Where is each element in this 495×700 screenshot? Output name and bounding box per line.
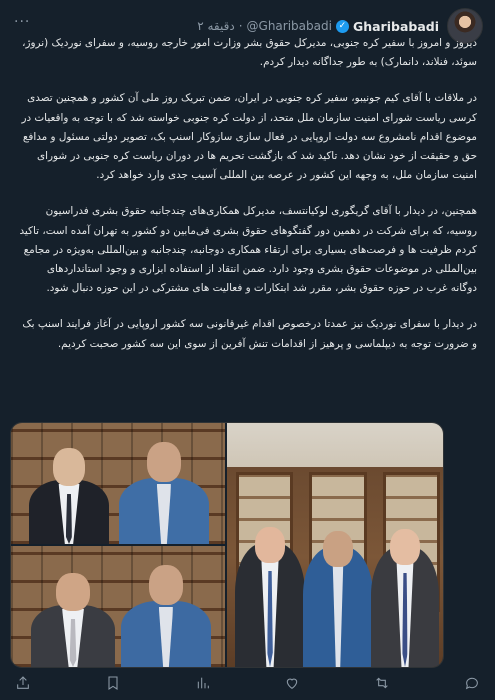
more-options-icon[interactable]: ···: [14, 14, 31, 30]
person: [121, 561, 211, 667]
separator-dot: ·: [238, 19, 243, 33]
display-name[interactable]: Gharibabadi: [352, 18, 439, 34]
timestamp[interactable]: ۲ دقیقه: [197, 19, 235, 33]
person: [29, 444, 109, 544]
handle[interactable]: @Gharibabadi: [246, 19, 332, 33]
person: [371, 495, 439, 667]
tweet-actions: [12, 672, 483, 694]
bookmark-icon[interactable]: [102, 672, 124, 694]
person: [31, 567, 115, 667]
tweet-meta: [197, 19, 439, 34]
tweet-paragraph: در دیدار با سفرای نوردیک نیز عمدتا درخصوص اقدام غیرقانونی سه کشور اروپایی در آغاز فرایند اسنپ بک و ضرورت توجه به دیپلماسی و پرهیز از اقدامات تنش آفرین از سوی این سه کشور صحبت کردیم.: [22, 318, 477, 350]
tweet-paragraph: دیروز و امروز با سفیر کره جنوبی، مدیرکل حقوق بشر وزارت امور خارجه روسیه، و سفرای نوردیک (نروژ، سوئد، فنلاند، دانمارک) به طور جداگانه دیدار کردم.: [22, 37, 477, 69]
person: [303, 491, 373, 667]
views-icon[interactable]: [192, 672, 214, 694]
tweet-paragraph: همچنین، در دیدار با آقای گریگوری لوکیانتسف، مدیرکل همکاری‌های چندجانبه حقوق بشری فدراسیون روسیه، که برای شرکت در دهمین دور گفتگوهای حقوق بشری فی‌مابین دو کشور به تهران آمده است، تاکید کردم ظرفیت ها و فرصت‌های بسیاری برای ارتقاء همکاری دوجانبه، چندجانبه و بین‌المللی به‌ویژه در مجامع بین‌المللی در موضوعات حقوق بشری وجود دارد. ضمن انتقاد از استفاده ابزاری و وجود استانداردهای دوگانه غرب در حوزه حقوق بشر، مقرر شد ابتکارات و فعالیت های مشترکی در این حوزه دنبال شود.: [19, 205, 477, 295]
photo-meeting-2[interactable]: [11, 546, 225, 667]
photo-meeting-1[interactable]: [11, 423, 225, 544]
like-icon[interactable]: [281, 672, 303, 694]
photo-meeting-3[interactable]: [227, 423, 443, 667]
verified-badge-icon: ✓: [336, 20, 349, 33]
share-icon[interactable]: [12, 672, 34, 694]
person: [119, 438, 209, 544]
reply-icon[interactable]: [461, 672, 483, 694]
tweet-paragraph: در ملاقات با آقای کیم جونیبو، سفیر کره جنوبی در ایران، ضمن تبریک روز ملی آن کشور و همچنین تصدی کرسی ریاست شورای امنیت سازمان ملل متحد، از دولت کره جنوبی خواسته شد که با توجه به واقعیات در موضوع اقدام نامشروع سه دولت اروپایی در فعال سازی سازوکار اسنپ بک، تصویر دولتی مسئول و مدافع حق و حقیقت از خود نشان دهد. تاکید شد که بازگشت تحریم ها در دوران ریاست کره جنوبی در شورای امنیت سازمان ملل، به وجهه این کشور در عرصه بین المللی آسیب جدی وارد خواهد کرد.: [21, 92, 477, 182]
person: [235, 487, 305, 667]
retweet-icon[interactable]: [371, 672, 393, 694]
media-grid: [10, 422, 444, 668]
tweet-text: [18, 34, 477, 371]
